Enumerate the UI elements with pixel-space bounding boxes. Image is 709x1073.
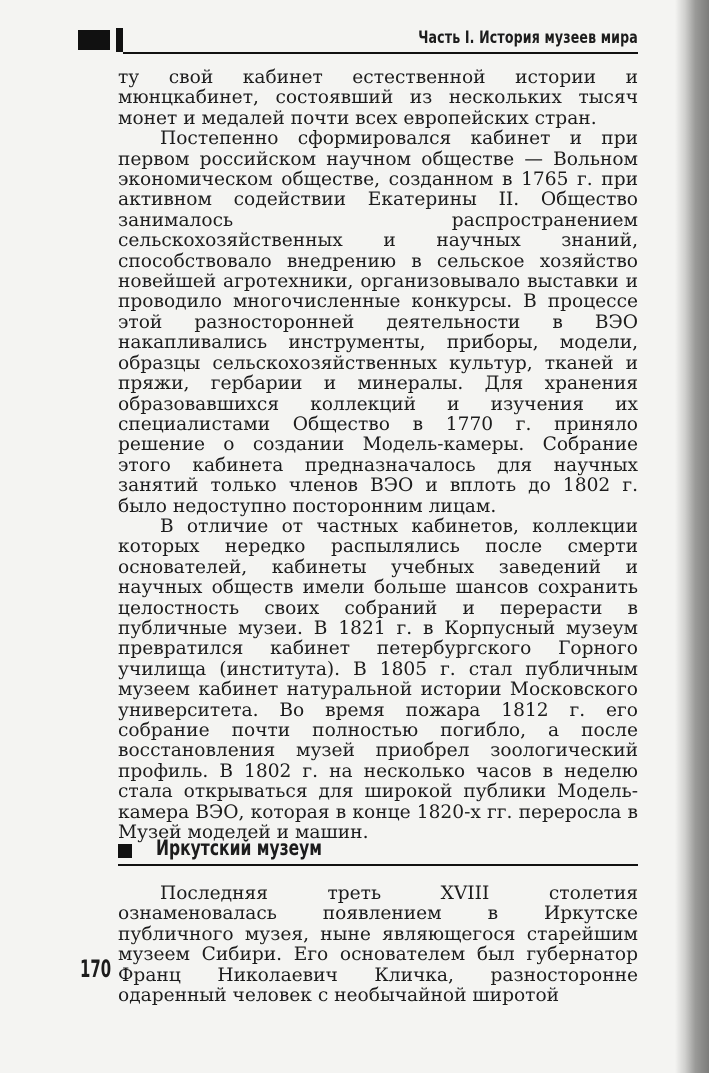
header-tick-mark bbox=[116, 28, 123, 52]
scan-edge-shadow bbox=[675, 0, 709, 1073]
paragraph-cabinets: В отличие от частных кабинетов, коллекции которых нередко распылялись после смерти основателей, кабинеты учебных заведений и научных обществ имели больше шансов сохранить целостность своих собраний и перерасти в публичные музеи. В 1821 г. в Корпусный музеум превратился кабинет петербургского Горного училища (института). В 1805 г. стал публичным музеем кабинет натуральной истории Московского университета. Во время пожара 1812 г. его собрание почти полностью погибло, а после восстановления музей приобрел зоологический профиль. В 1802 г. на несколько часов в неделю стала открываться для широкой публики Модель-камера ВЭО, которая в конце 1820-х гг. переросла в Музей моделей и машин. bbox=[118, 515, 638, 844]
header-rule bbox=[123, 52, 638, 54]
running-header bbox=[78, 24, 638, 56]
section-square-bullet bbox=[118, 844, 132, 858]
paragraph-veo: Постепенно сформировался кабинет и при первом российском научном обществе — Вольном экономическом обществе, созданном в 1765 г. при активном содействии Екатерины II. Общество занималось распространением сельскохозяйственных и научных знаний, способствовало внедрению в сельское хозяйство новейшей агротехники, организовывало выставки и проводило многочисленные конкурсы. В процессе этой разносторонней деятельности в ВЭО накапливались инструменты, приборы, модели, образцы сельскохозяйственных культур, тканей и пряжи, гербарии и минералы. Для хранения образовавшихся коллекций и изучения их специалистами Общество в 1770 г. приняло решение о создании Модель-камеры. Собрание этого кабинета предназначалось для научных занятий только членов ВЭО и вплоть до 1802 г. было недоступно посторонним лицам. bbox=[118, 128, 638, 517]
body-text-bottom bbox=[118, 884, 638, 1006]
section-rule bbox=[118, 864, 638, 866]
body-text-top bbox=[118, 68, 638, 843]
paragraph-continued: ту свой кабинет естественной истории и мюнцкабинет, состоявший из нескольких тысяч монет и медалей почти всех европейских стран. bbox=[118, 67, 638, 129]
running-title: Часть I. История музеев мира bbox=[418, 28, 638, 48]
section-heading: Иркутский музеум bbox=[156, 836, 323, 860]
section-heading-block bbox=[118, 834, 638, 866]
paragraph-irkutsk: Последняя треть XVIII столетия ознаменовалась появлением в Иркутске публичного музея, ныне являющегося старейшим музеем Сибири. Его основателем был губернатор Франц Николаевич Кличка, разносторонне одаренный человек с необычайной широтой bbox=[118, 883, 638, 1007]
header-black-block bbox=[78, 30, 110, 50]
page-number: 170 bbox=[80, 955, 112, 983]
